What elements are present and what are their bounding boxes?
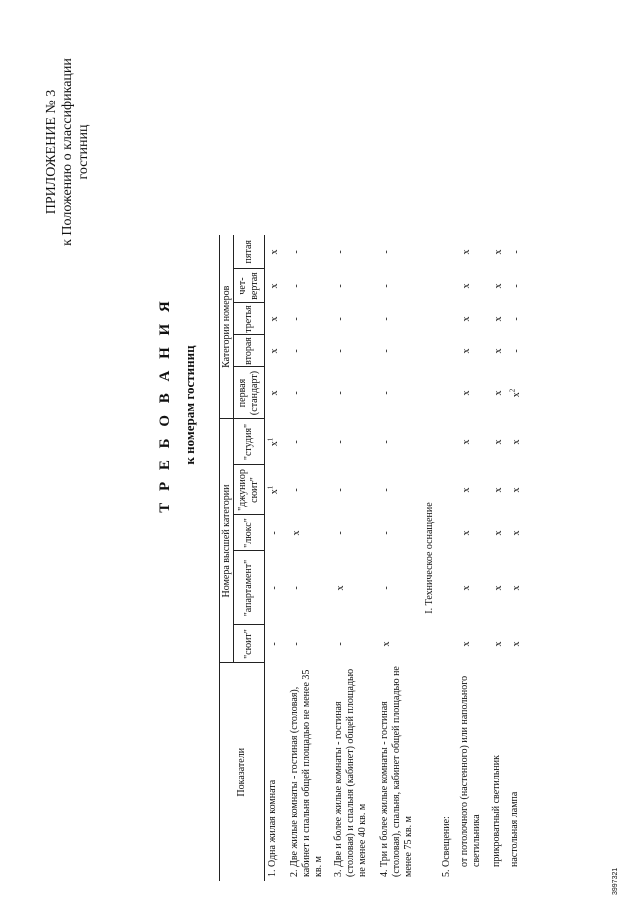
row-value (265, 235, 288, 269)
row-value (507, 367, 525, 419)
value-mark: x (493, 439, 504, 445)
section-row (421, 235, 439, 881)
row-value (457, 335, 489, 367)
row-value (489, 515, 507, 551)
row-value (265, 269, 288, 303)
table-body (265, 235, 526, 881)
row-value (331, 419, 377, 465)
table-row (265, 235, 288, 881)
row-value (377, 419, 421, 465)
row-label: от потолочного (настенного) или напольного светильника (459, 675, 482, 867)
row-value (457, 551, 489, 625)
table-row (377, 235, 421, 881)
header-col-junior-suite: "джуниор сюит" (234, 465, 265, 515)
value-mark: - (269, 586, 280, 590)
value-mark: x (269, 441, 280, 447)
appendix-header (44, 32, 92, 272)
value-mark: - (269, 642, 280, 646)
row-label: 4. Три и более жилые комнаты - гостиная (столовая), спальня, кабинет общей площадью не менее 75 кв. м (379, 666, 414, 877)
value-mark: x (335, 585, 346, 591)
row-value (287, 419, 331, 465)
value-mark: x (269, 249, 280, 255)
value-mark: x (269, 489, 280, 495)
value-mark: x (493, 530, 504, 536)
row-value (489, 303, 507, 335)
row-value (457, 419, 489, 465)
row-value (489, 235, 507, 269)
row-label: 3. Две и более жилые комнаты - гостиная (столовая) и спальня (кабинет) общей площадью не менее 40 кв. м (333, 668, 368, 877)
table-sub-row (507, 235, 525, 881)
row-value (377, 515, 421, 551)
value-mark: - (511, 317, 522, 321)
row-value (377, 335, 421, 367)
value-mark: x (511, 439, 522, 445)
row-value (331, 515, 377, 551)
value-mark: - (291, 349, 302, 353)
value-mark: x (493, 316, 504, 322)
row-value (377, 551, 421, 625)
footnote-mark: 1 (266, 437, 275, 442)
table-row (331, 235, 377, 881)
row-value (489, 625, 507, 663)
row-value (457, 269, 489, 303)
row-value (507, 419, 525, 465)
value-mark: x (511, 641, 522, 647)
header-col-studio: "студия" (234, 419, 265, 465)
row-value (377, 269, 421, 303)
row-value (331, 551, 377, 625)
value-mark: x (461, 585, 472, 591)
header-col-suite: "сюит" (234, 625, 265, 663)
value-mark: - (335, 250, 346, 254)
footnote-mark: 2 (508, 388, 517, 393)
header-col-fourth-line1: чет- (237, 277, 248, 295)
table-row (287, 235, 331, 881)
value-mark: - (381, 284, 392, 288)
row-value (377, 625, 421, 663)
row-value (507, 515, 525, 551)
row-label: настольная лампа (509, 791, 520, 867)
value-mark: - (335, 531, 346, 535)
row-value (457, 235, 489, 269)
row-value (287, 515, 331, 551)
row-label: 1. Одна жилая комната (267, 779, 278, 877)
row-value (331, 367, 377, 419)
value-mark: - (335, 317, 346, 321)
row-value (377, 303, 421, 335)
row-value (287, 335, 331, 367)
row-value (265, 465, 288, 515)
row-value (265, 335, 288, 367)
row-value (489, 465, 507, 515)
value-mark: - (291, 317, 302, 321)
header-col-fourth-line2: вертая (249, 272, 260, 300)
row-label: 2. Две жилые комнаты - гостиная (столовая), кабинет и спальня общей площадью не менее 35 кв. м (289, 669, 324, 877)
row-value (489, 335, 507, 367)
value-mark: x (511, 585, 522, 591)
value-mark: x (461, 348, 472, 354)
value-mark: - (381, 488, 392, 492)
row-value (507, 269, 525, 303)
value-mark: - (291, 284, 302, 288)
value-mark: x (493, 249, 504, 255)
row-value (489, 367, 507, 419)
value-mark: x (461, 641, 472, 647)
value-mark: - (381, 250, 392, 254)
value-mark: - (511, 284, 522, 288)
header-col-first-line2: (стандарт) (249, 370, 260, 416)
value-mark: x (381, 641, 392, 647)
value-mark: - (291, 586, 302, 590)
header-col-lux: "люкс" (234, 515, 265, 551)
row-value (287, 465, 331, 515)
value-mark: - (511, 349, 522, 353)
value-mark: - (381, 349, 392, 353)
value-mark: x (269, 283, 280, 289)
row-value (265, 367, 288, 419)
row-value (265, 515, 288, 551)
value-mark: x (461, 390, 472, 396)
value-mark: - (335, 391, 346, 395)
header-top-group: Номера высшей категории (220, 419, 234, 663)
value-mark: x (291, 530, 302, 536)
value-mark: x (493, 585, 504, 591)
row-value (331, 235, 377, 269)
value-mark: - (269, 531, 280, 535)
requirements-table (219, 235, 525, 881)
row-label: 5. Освещение: (441, 816, 452, 877)
value-mark: x (493, 348, 504, 354)
value-mark: x (461, 487, 472, 493)
header-col-apartment: "апартамент" (234, 551, 265, 625)
section-heading: I. Техническое оснащение (424, 502, 435, 614)
table-row (439, 235, 457, 881)
header-col-fourth (234, 269, 265, 303)
value-mark: - (291, 391, 302, 395)
value-mark: x (461, 316, 472, 322)
value-mark: - (381, 391, 392, 395)
row-value (265, 303, 288, 335)
header-col-fifth: пятая (234, 235, 265, 269)
row-value (265, 551, 288, 625)
row-value (331, 303, 377, 335)
value-mark: - (381, 317, 392, 321)
table-sub-row (489, 235, 507, 881)
value-mark: x (269, 348, 280, 354)
appendix-subject: гостиниц (76, 124, 91, 180)
value-mark: - (381, 586, 392, 590)
row-value (377, 465, 421, 515)
row-value (287, 551, 331, 625)
header-row-top (220, 235, 234, 881)
value-mark: x (461, 530, 472, 536)
value-mark: x (511, 392, 522, 398)
table-sub-row (457, 235, 489, 881)
header-col-first (234, 367, 265, 419)
row-value (507, 551, 525, 625)
row-value (331, 335, 377, 367)
row-value (287, 235, 331, 269)
row-value (331, 465, 377, 515)
row-value (265, 419, 288, 465)
value-mark: x (493, 283, 504, 289)
header-col-third: третья (234, 303, 265, 335)
row-value (489, 551, 507, 625)
row-value (331, 625, 377, 663)
row-value (377, 367, 421, 419)
value-mark: x (493, 487, 504, 493)
value-mark: x (511, 530, 522, 536)
value-mark: - (335, 440, 346, 444)
title-sub: к номерам гостиниц (182, 345, 197, 465)
value-mark: - (335, 349, 346, 353)
row-value (457, 515, 489, 551)
value-mark: - (335, 488, 346, 492)
row-value (507, 625, 525, 663)
value-mark: - (291, 440, 302, 444)
row-empty-values (439, 235, 457, 663)
row-value (489, 269, 507, 303)
row-value (507, 235, 525, 269)
value-mark: x (511, 487, 522, 493)
row-value (377, 235, 421, 269)
value-mark: x (493, 641, 504, 647)
value-mark: - (381, 531, 392, 535)
value-mark: x (461, 283, 472, 289)
value-mark: x (461, 249, 472, 255)
value-mark: - (381, 440, 392, 444)
value-mark: x (461, 439, 472, 445)
row-value (287, 303, 331, 335)
header-indicators: Показатели (220, 663, 265, 881)
row-value (457, 465, 489, 515)
appendix-number: ПРИЛОЖЕНИЕ № 3 (44, 89, 59, 215)
footnote-mark: 1 (266, 485, 275, 490)
row-value (287, 269, 331, 303)
header-category-group: Категории номеров (220, 235, 234, 419)
row-value (331, 269, 377, 303)
row-value (507, 303, 525, 335)
header-col-second: вторая (234, 335, 265, 367)
row-value (287, 367, 331, 419)
row-value (287, 625, 331, 663)
row-value (457, 303, 489, 335)
value-mark: x (269, 316, 280, 322)
value-mark: - (335, 642, 346, 646)
row-value (265, 625, 288, 663)
row-label: прикроватный светильник (491, 755, 502, 867)
document-number: 3997321 (612, 867, 619, 895)
row-value (489, 419, 507, 465)
value-mark: - (291, 250, 302, 254)
title-main: Т Р Е Б О В А Н И Я (157, 297, 173, 513)
row-value (507, 335, 525, 367)
value-mark: x (493, 390, 504, 396)
document-title (156, 265, 199, 545)
row-value (457, 625, 489, 663)
value-mark: - (291, 642, 302, 646)
value-mark: x (269, 390, 280, 396)
value-mark: - (335, 284, 346, 288)
row-value (507, 465, 525, 515)
header-col-first-line1: первая (237, 378, 248, 408)
value-mark: - (511, 250, 522, 254)
appendix-reference: к Положению о классификации (60, 58, 75, 246)
row-value (457, 367, 489, 419)
value-mark: - (291, 488, 302, 492)
